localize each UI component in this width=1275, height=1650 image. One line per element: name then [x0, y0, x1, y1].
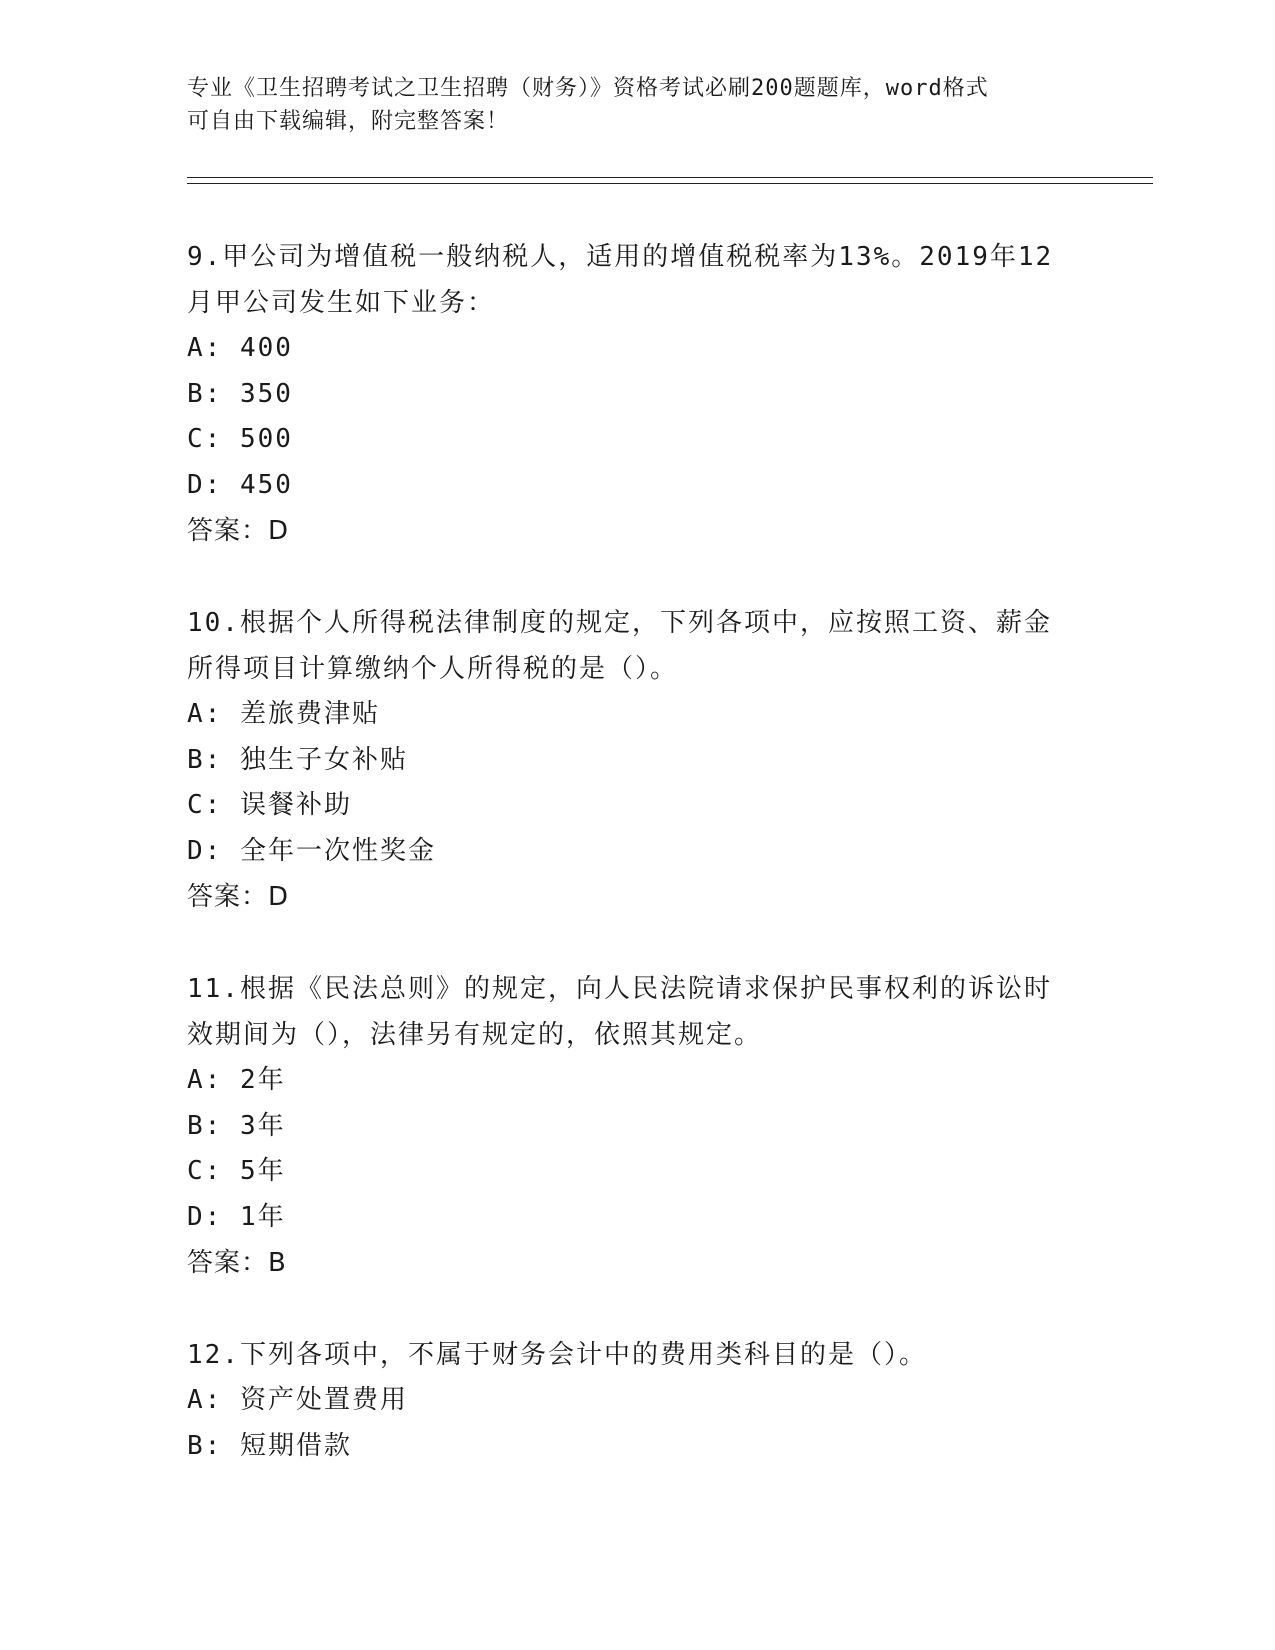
question-stem-line: 9.甲公司为增值税一般纳税人，适用的增值税税率为13%。2019年12: [187, 242, 1054, 272]
option-b: B: 独生子女补贴: [187, 744, 408, 775]
question-stem: [187, 1332, 1087, 1378]
option-d: D: 1年: [187, 1201, 286, 1232]
option-a: A: 2年: [187, 1065, 286, 1095]
option-b: B: 350: [187, 378, 293, 409]
question-9: [187, 234, 1087, 554]
question-12: [187, 1332, 1087, 1469]
option-a: A: 资产处置费用: [187, 1385, 408, 1415]
header-divider-top: [187, 177, 1153, 178]
question-list: [187, 234, 1087, 1515]
question-stem-line: 11.根据《民法总则》的规定，向人民法院请求保护民事权利的诉讼时: [187, 974, 1052, 1004]
question-stem-line: 12.下列各项中，不属于财务会计中的费用类科目的是（）。: [187, 1340, 927, 1370]
answer-line: 答案：B: [187, 1248, 287, 1278]
header-divider-bottom: [187, 183, 1153, 184]
option-a: A: 差旅费津贴: [187, 699, 380, 729]
option-b: B: 短期借款: [187, 1430, 352, 1461]
document-header: [187, 72, 1067, 138]
question-stem: [187, 600, 1087, 692]
answer-line: 答案：D: [187, 882, 290, 912]
header-line-2: 可自由下载编辑，附完整答案！: [187, 109, 510, 134]
question-stem-line: 10.根据个人所得税法律制度的规定，下列各项中，应按照工资、薪金: [187, 608, 1052, 638]
option-b: B: 3年: [187, 1110, 286, 1141]
question-10: [187, 600, 1087, 920]
question-stem: [187, 234, 1087, 326]
question-stem-line: 月甲公司发生如下业务：: [187, 288, 496, 318]
option-c: C: 误餐补助: [187, 790, 352, 820]
option-c: C: 500: [187, 424, 293, 454]
question-11: [187, 966, 1087, 1286]
answer-line: 答案：D: [187, 516, 290, 546]
option-d: D: 450: [187, 469, 293, 500]
question-stem-line: 效期间为（），法律另有规定的，依照其规定。: [187, 1020, 763, 1050]
question-stem-line: 所得项目计算缴纳个人所得税的是（）。: [187, 654, 679, 684]
option-c: C: 5年: [187, 1156, 286, 1186]
header-line-1: 专业《卫生招聘考试之卫生招聘（财务）》资格考试必刷200题题库，word格式: [187, 76, 989, 101]
question-stem: [187, 966, 1087, 1058]
option-a: A: 400: [187, 333, 293, 363]
option-d: D: 全年一次性奖金: [187, 835, 436, 866]
